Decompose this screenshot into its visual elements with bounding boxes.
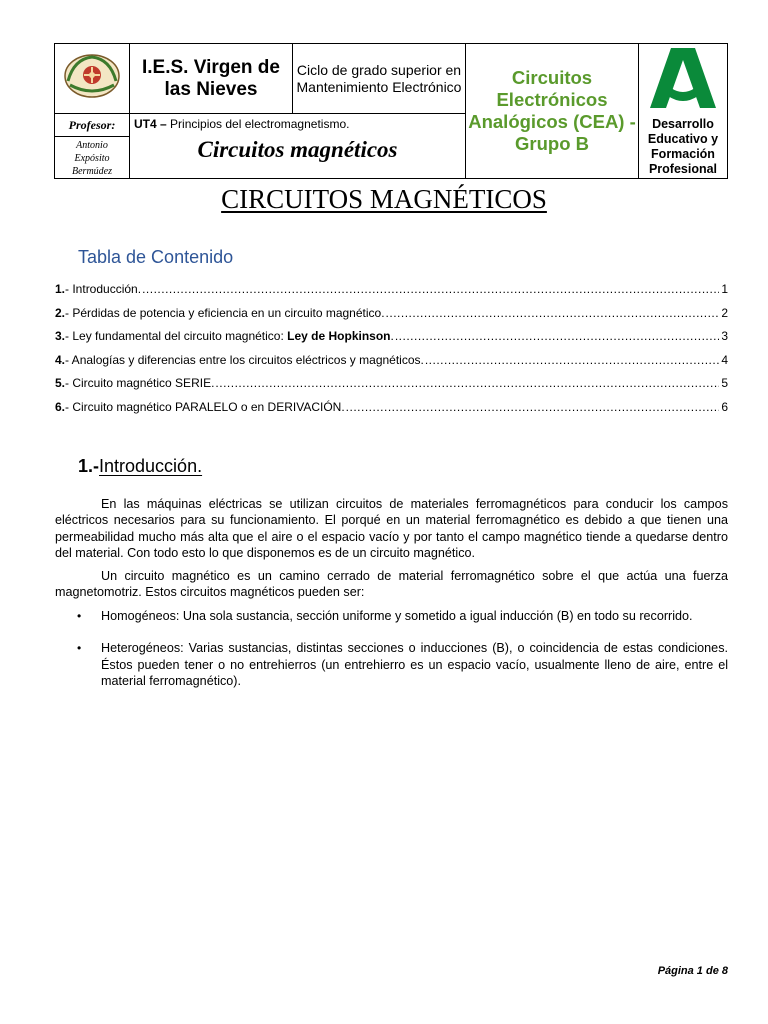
course-cell [466, 44, 639, 179]
cycle-cell [293, 44, 466, 114]
list-item [55, 608, 728, 624]
toc-page: 6 [721, 399, 728, 414]
toc-item[interactable] [55, 282, 728, 306]
toc-number: 4. [55, 352, 66, 367]
toc-page: 3 [721, 329, 728, 344]
school-name-cell [130, 44, 293, 114]
toc-item[interactable] [55, 353, 728, 377]
bullet-text: Homogéneos: Una sola sustancia, sección uniforme y sometido a igual inducción (B) en todo su recorrido. [101, 609, 693, 623]
school-logo-icon [60, 51, 124, 101]
bullet-icon: • [77, 641, 82, 656]
toc-label: - Ley fundamental del circuito magnético: Ley de Hopkinson. [65, 329, 394, 344]
toc-page: 2 [721, 305, 728, 320]
toc-number: 3. [55, 329, 66, 344]
toc-page: 5 [721, 376, 728, 391]
school-name: I.E.S. Virgen de las Nieves [142, 56, 280, 100]
junta-andalucia-logo-icon [648, 46, 718, 112]
toc-leader [386, 306, 719, 320]
toc-item[interactable] [55, 329, 728, 353]
table-of-contents [55, 282, 728, 424]
professor-first-name: Antonio [76, 140, 108, 151]
school-logo-cell [55, 44, 130, 114]
unit-cell [130, 114, 466, 179]
toc-page: 1 [721, 282, 728, 296]
section-title: Introducción. [99, 456, 203, 476]
toc-label: - Analogías y diferencias entre los circuitos eléctricos y magnéticos. [65, 352, 424, 367]
cycle-text: Ciclo de grado superior en Mantenimiento Electrónico [296, 61, 462, 95]
list-item [55, 640, 728, 689]
bullet-list [55, 608, 728, 705]
bullet-icon: • [77, 609, 82, 623]
toc-leader [142, 282, 719, 296]
toc-number: 6. [55, 399, 66, 414]
unit-name: Principios del electromagnetismo. [170, 117, 350, 131]
toc-item[interactable] [55, 400, 728, 424]
page-footer: Página 1 de 8 [657, 965, 728, 977]
toc-number: 1. [55, 282, 66, 296]
toc-item[interactable] [55, 306, 728, 330]
toc-leader [215, 376, 719, 390]
toc-heading: Tabla de Contenido [78, 247, 234, 267]
toc-leader [395, 329, 719, 343]
junta-logo-text: Desarrollo Educativo y Formación Profesional [647, 116, 719, 176]
toc-page: 4 [721, 352, 728, 367]
toc-label: - Pérdidas de potencia y eficiencia en un circuito magnético. [65, 305, 385, 320]
course-name: Circuitos Electrónicos Analógicos (CEA) - Grupo B [468, 67, 636, 154]
toc-leader [346, 400, 719, 414]
professor-label: Profesor: [68, 118, 116, 132]
unit-code: UT4 – [134, 117, 167, 131]
paragraph-2: Un circuito magnético es un camino cerrado de material ferromagnético sobre el que actúa una fuerza magnetomotriz. Estos circuitos magnéticos pueden ser: [55, 569, 728, 600]
section-heading [78, 456, 202, 477]
toc-label: - Introducción. [65, 282, 142, 296]
toc-label: - Circuito magnético PARALELO o en DERIVACIÓN. [65, 399, 345, 414]
toc-number: 5. [55, 376, 66, 391]
bullet-text: Heterogéneos: Varias sustancias, distintas secciones o inducciones (B), o coincidencia de estas condiciones. Éstos pueden tener o no entrehierros (un entrehierro es un espacio vacío, usualmente lleno de aire, entre el material ferromagnético). [101, 641, 728, 688]
document-title: CIRCUITOS MAGNÉTICOS [221, 184, 547, 214]
toc-item[interactable] [55, 376, 728, 400]
header-table [54, 43, 728, 179]
unit-title: Circuitos magnéticos [197, 137, 398, 162]
professor-surname-2: Bermúdez [72, 166, 112, 177]
paragraph-1: En las máquinas eléctricas se utilizan circuitos de materiales ferromagnéticos para conducir los campos eléctricos necesarios para su funcionamiento. El porqué en un material ferromagnético es debido a que tienen una permeabilidad mucho más alta que el aire o el espacio vacío y por tanto el campo magnético tiende a quedarse dentro del material. Con todo esto lo que disponemos es de un circuito magnético. [55, 497, 728, 560]
professor-surname-1: Expósito [74, 153, 110, 164]
junta-logo-cell [639, 44, 728, 179]
section-number: 1.- [78, 456, 100, 476]
professor-cell [55, 114, 130, 179]
toc-label: - Circuito magnético SERIE. [65, 376, 215, 391]
unit-line [130, 114, 465, 131]
toc-leader [425, 353, 719, 367]
toc-number: 2. [55, 305, 66, 320]
